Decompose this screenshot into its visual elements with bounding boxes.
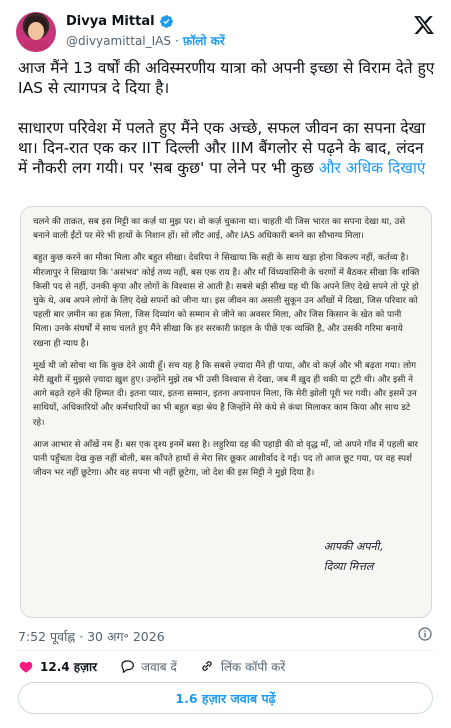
copy-link-button[interactable] xyxy=(199,658,285,675)
tweet-header xyxy=(12,10,439,54)
like-count: 12.4 हज़ार xyxy=(40,659,98,674)
like-button[interactable] xyxy=(18,658,97,675)
handle-row xyxy=(66,32,225,49)
signature-line-2: दिव्या मित्तल xyxy=(323,560,374,573)
link-icon xyxy=(199,658,215,674)
timestamp-separator: · xyxy=(79,629,84,644)
letter-image[interactable] xyxy=(20,206,432,618)
tweet-time: 7:52 पूर्वाह्न xyxy=(18,629,76,644)
tweet-paragraph-2 xyxy=(18,118,436,178)
avatar-body xyxy=(18,40,54,52)
letter-signature xyxy=(324,537,383,577)
letter-paragraph-3: मूर्ख थी जो सोचा था कि कुछ देने आयी हूँ। सच यह है कि सबसे ज़्यादा मैंने ही पाया, और वो कर्ज़ और भी बढ़ता गया। लोग मेरी ख़ुशी में मुझसे ज़्यादा ख़ुश हुए। उन्होंने मुझे तब भी उसी विश्वास से देखा, जब मैं ख़ुद ही थकी या टूटी थी। और इसी ने आगे बढ़ते रहने की हिम्मत दी। इतना प्यार, इतना सम्मान, इतना अपनापन मिला, कि मेरी झोली पूरी भर गयी। और इसमें उन साथियों, अधिकारियों और कर्मचारियों का भी बहुत बड़ा श्रेय है जिन्होंने मेरे कंधे से कंधा मिलाकर काम किया और साथ डटे रहे। xyxy=(33,360,417,428)
tweet-paragraph-1: आज मैंने 13 वर्षों की अविस्मरणीय यात्रा को अपनी इच्छा से विराम देते हुए IAS से त्यागपत्र दे दिया है। xyxy=(18,59,435,97)
tweet-text xyxy=(18,58,436,198)
letter-paragraph-2: बहुत कुछ करने का मौका मिला और बहुत सीखा। देवरिया ने सिखाया कि सही के साथ खड़ा होना विकल्प नहीं, कर्तव्य है। मीरजापुर ने सिखाया कि 'असंभव' कोई तथ्य नहीं, बस एक राय है। और माँ विंध्यवासिनी के चरणों में बैठकर सीखा कि शक्ति किसी पद से नहीं, उनकी कृपा और लोगों के विश्वास से आती है। सबसे बड़ी सीख यह थी कि अपने लिए देखे सपने तो पूरे हो चुके थे, अब अपने लोगों के लिए देखे सपनों को जीना था। इस जीवन का असली सुकून उन आँखों में दिखा, जिस परिवार को पहली बार ज़मीन का हक़ मिला, जिस दिव्यांग को सम्मान से जीने का अवसर मिला, और जिस किसान के खेत को पानी मिला। उनके संघर्षों में साथ चलते हुए मैंने सीखा कि हर सरकारी फ़ाइल के पीछे एक व्यक्ति है, और उसकी गरिमा बनाये रखना ही न्याय है। xyxy=(33,253,420,349)
letter-body xyxy=(33,215,421,488)
tweet-date: 30 अग॰ 2026 xyxy=(87,629,165,644)
action-bar xyxy=(18,655,307,677)
letter-paragraph-1: चलने की ताक़त, सब इस मिट्टी का कर्ज़ था मुझ पर। वो कर्ज़ चुकाना था। चाहती थी जिस भारत का सपना देखा था, उसे बनाने वाली ईंटों पर मेरे भी हाथों के निशान हों। सो लौट आई, और IAS अधिकारी बनने का सौभाग्य मिला। xyxy=(33,217,406,242)
divider xyxy=(16,650,435,651)
letter-paragraph-4: आज आभार से आँखें नम हैं। बस एक दृश्य इनमें बसा है। लहुरिया दह की पहाड़ी की वो वृद्ध माँ, जो अपने गाँव में पहली बार पानी पहुँचता देख कुछ नहीं बोली, बस काँपते हाथों से मेरा सिर छूकर आशीर्वाद दे गई। पद तो आज छूट गया, पर वह स्पर्श जीवन भर नहीं छूटेगा। और वह सपना भी नहीं छूटेगा, जो देश की इस मिट्टी ने मुझे दिया है। xyxy=(33,439,418,479)
x-logo-icon[interactable] xyxy=(413,14,435,36)
tweet-paragraph-2-text: साधारण परिवेश में पलते हुए मैंने एक अच्छे, सफल जीवन का सपना देखा था। दिन-रात एक कर IIT दिल्ली और IIM बैंगलोर से पढ़ने के बाद, लंदन में नौकरी लग गयी। पर 'सब कुछ' पा लेने पर भी कुछ xyxy=(18,119,426,177)
reply-icon xyxy=(119,658,135,674)
read-replies-button[interactable]: 1.6 हज़ार जवाब पढ़ें xyxy=(18,682,433,714)
avatar[interactable] xyxy=(16,12,56,52)
reply-button[interactable] xyxy=(119,658,177,675)
copy-link-label: लिंक कॉपी करें xyxy=(220,659,286,674)
author-name[interactable]: Divya Mittal xyxy=(66,14,155,29)
signature-line-1: आपकी अपनी, xyxy=(323,540,383,553)
info-icon[interactable] xyxy=(417,626,433,642)
avatar-face xyxy=(28,22,44,40)
author-handle[interactable]: @divyamittal_IAS xyxy=(66,33,171,48)
heart-icon xyxy=(18,658,34,674)
verified-badge-icon xyxy=(159,14,174,29)
follow-button[interactable]: फ़ॉलो करें xyxy=(182,34,225,48)
name-row xyxy=(66,14,174,29)
show-more-link[interactable]: और अधिक दिखाएं xyxy=(318,159,426,177)
reply-label: जवाब दें xyxy=(141,659,177,674)
handle-separator: · xyxy=(175,33,179,48)
tweet-timestamp[interactable] xyxy=(18,628,165,645)
